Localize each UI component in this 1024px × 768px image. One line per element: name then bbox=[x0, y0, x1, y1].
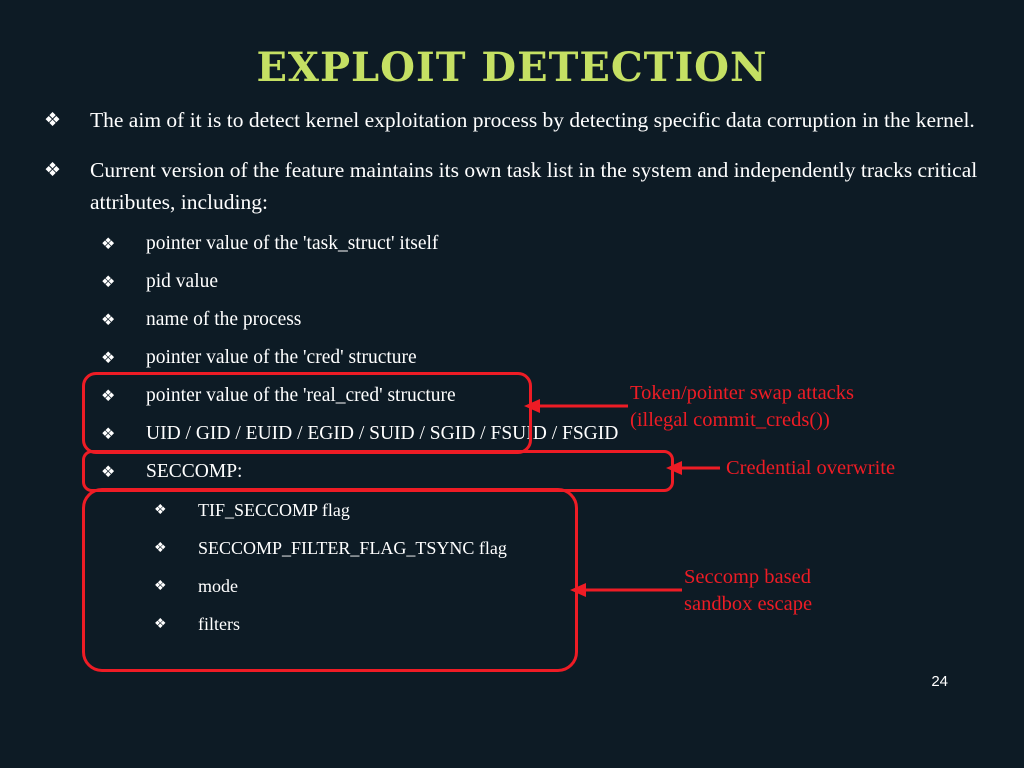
bullet-level1 bbox=[34, 104, 980, 136]
bullet-text: pid value bbox=[146, 271, 219, 292]
bullet-text: pointer value of the 'real_cred' structure bbox=[146, 385, 456, 406]
diamond-bullet-icon: ❖ bbox=[101, 274, 116, 291]
bullet-text: name of the process bbox=[146, 309, 302, 330]
bullet-text: The aim of it is to detect kernel exploitation process by detecting specific data corruption in the kernel. bbox=[90, 108, 975, 132]
slide-content bbox=[34, 104, 994, 650]
annotation-line: Token/pointer swap attacks bbox=[630, 382, 854, 404]
bullet-level2-ids bbox=[34, 422, 994, 446]
diamond-bullet-icon: ❖ bbox=[154, 617, 167, 632]
diamond-bullet-icon: ❖ bbox=[101, 426, 116, 443]
bullet-text: pointer value of the 'task_struct' itself bbox=[146, 233, 439, 254]
bullet-level3 bbox=[34, 498, 994, 522]
bullet-text: mode bbox=[198, 576, 238, 596]
diamond-bullet-icon: ❖ bbox=[154, 579, 167, 594]
diamond-bullet-icon: ❖ bbox=[44, 160, 62, 181]
bullet-text: filters bbox=[198, 614, 240, 634]
bullet-level2 bbox=[34, 308, 994, 332]
bullet-level1 bbox=[34, 154, 980, 218]
bullet-text: SECCOMP_FILTER_FLAG_TSYNC flag bbox=[198, 538, 507, 558]
page-title: EXPLOIT DETECTION bbox=[256, 44, 768, 91]
diamond-bullet-icon: ❖ bbox=[101, 388, 116, 405]
annotation-line: (illegal commit_creds()) bbox=[630, 409, 830, 431]
bullet-text: Current version of the feature maintains its own task list in the system and independently tracks critical attributes, including: bbox=[90, 158, 978, 214]
bullet-level3 bbox=[34, 536, 994, 560]
bullet-level3 bbox=[34, 574, 994, 598]
diamond-bullet-icon: ❖ bbox=[154, 541, 167, 556]
bullet-text: SECCOMP: bbox=[146, 461, 243, 482]
diamond-bullet-icon: ❖ bbox=[44, 110, 62, 131]
diamond-bullet-icon: ❖ bbox=[101, 236, 116, 253]
bullet-level2-real-cred bbox=[34, 384, 994, 408]
page-number: 24 bbox=[931, 673, 948, 690]
bullet-text: pointer value of the 'cred' structure bbox=[146, 347, 417, 368]
bullet-text: UID / GID / EUID / EGID / SUID / SGID / FSUID / FSGID bbox=[146, 423, 619, 444]
bullet-level2-cred bbox=[34, 346, 994, 370]
bullet-level2-seccomp bbox=[34, 460, 994, 484]
annotation-line: Seccomp based bbox=[684, 566, 811, 588]
bullet-level2 bbox=[34, 232, 994, 256]
diamond-bullet-icon: ❖ bbox=[101, 464, 116, 481]
annotation-line: sandbox escape bbox=[684, 593, 813, 615]
bullet-level2 bbox=[34, 270, 994, 294]
annotation-line: Credential overwrite bbox=[726, 457, 896, 479]
diamond-bullet-icon: ❖ bbox=[101, 350, 116, 367]
bullet-level3 bbox=[34, 612, 994, 636]
diamond-bullet-icon: ❖ bbox=[154, 503, 167, 518]
diamond-bullet-icon: ❖ bbox=[101, 312, 116, 329]
bullet-text: TIF_SECCOMP flag bbox=[198, 500, 350, 520]
